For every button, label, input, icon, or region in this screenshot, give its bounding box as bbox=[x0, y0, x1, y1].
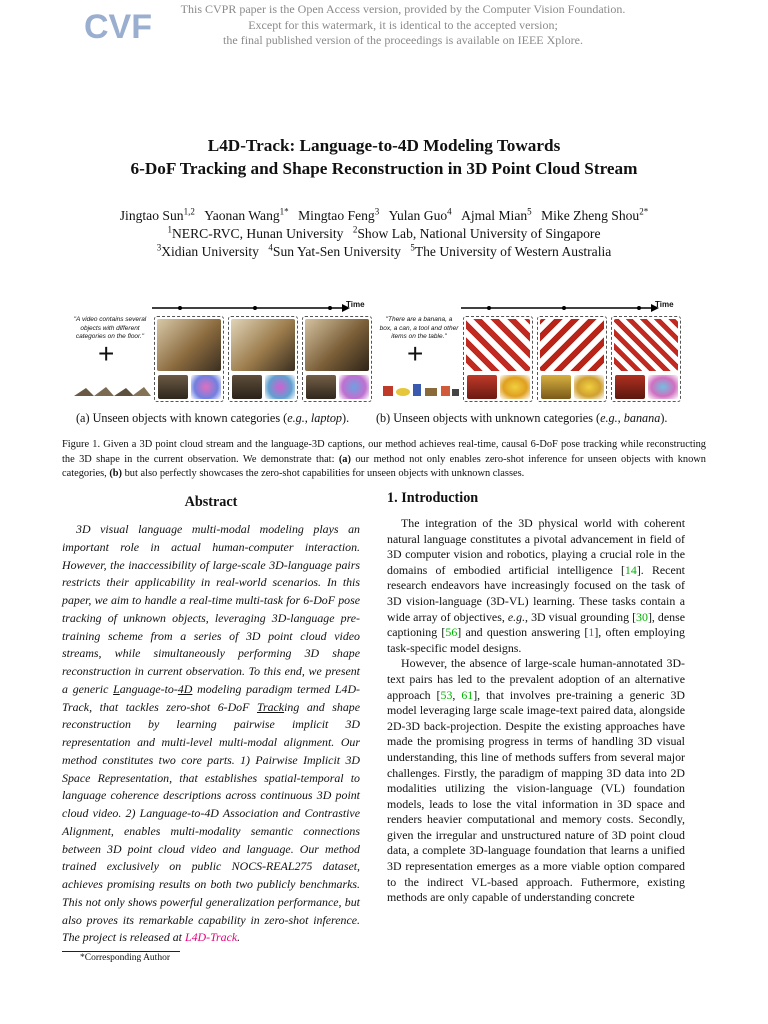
shape-reconstruction-image bbox=[574, 375, 604, 399]
introduction-section bbox=[387, 490, 685, 906]
tracked-object-image bbox=[232, 375, 262, 399]
author: Mingtao Feng$^3$ bbox=[298, 206, 380, 223]
footnote-divider bbox=[62, 951, 180, 952]
abstract-text: 3D visual language multi-modal modeling plays an important role in actual human-computer interaction. However, the inaccessibility of large-scale 3D-language pairs restricts their applicability in real-world scenarios. In this paper, we aim to handle a real-time multi-task for 6-DoF pose tracking of unknown objects, leveraging 3D-language pre-training scheme from a series of 3D point cloud video streams, while simultaneously performing 3D shape reconstruction in current observation. To this end, we present a generic Language-to-4D modeling paradigm termed L4D-Track, that tackles zero-shot 6-DoF Tracking and shape reconstruction by learning pairwise implicit 3D representation and multi-level multi-modal alignment. Our method constitutes two core parts. 1) Pairwise Implicit 3D Space Representation, that establishes spatial-temporal to language coherence descriptions across continuous 3D point cloud video. 2) Language-to-4D Association and Contrastive Alignment, enables multi-modality semantic connections between 3D point cloud video and language. Our method trained exclusively on public NOCS-REAL275 dataset, achieves promising results on both two publicly benchmarks. This not only shows powerful generalization performance, but also proves its remarkable capability in zero-shot inference. The project is released at L4D-Track. bbox=[62, 522, 361, 945]
tracking-frame bbox=[302, 316, 372, 402]
author-block bbox=[40, 207, 728, 261]
tracking-frame bbox=[537, 316, 607, 402]
teaser-figure bbox=[70, 298, 688, 404]
affiliation: $^5$The University of Western Australia bbox=[410, 242, 612, 259]
author: Yaonan Wang$^{1*}$ bbox=[204, 206, 289, 223]
subfigure-caption-a: (a) Unseen objects with known categories (e.g., laptop). bbox=[76, 411, 350, 425]
citation-link[interactable]: 56 bbox=[445, 625, 458, 640]
introduction-paragraph: The integration of the 3D physical world with coherent natural language constitutes a pivotal advancement in field of 3D computer vision and robotics, playing a crucial role in the domains of embodied artificial intelligence [14]. Recent research endeavors have increasingly focused on the task of 3D vision-language (3D-VL) learning. These tasks contain a wide array of objectives, e.g., 3D visual grounding [30], dense captioning [56] and question answering [1], often employing task-specific model designs. bbox=[387, 516, 686, 655]
time-arrow bbox=[459, 302, 659, 314]
introduction-heading: 1. Introduction bbox=[387, 490, 479, 506]
shape-reconstruction-image bbox=[339, 375, 369, 399]
tracked-object-image bbox=[467, 375, 497, 399]
affiliation-line bbox=[40, 243, 728, 261]
citation-link[interactable]: 53 bbox=[440, 687, 453, 702]
author-list bbox=[40, 207, 728, 225]
tracking-frame bbox=[611, 316, 681, 402]
author: Mike Zheng Shou$^{2*}$ bbox=[541, 206, 649, 223]
open-access-watermark bbox=[170, 2, 636, 49]
tracked-object-image bbox=[158, 375, 188, 399]
corresponding-author-footnote: *Corresponding Author bbox=[80, 953, 170, 963]
language-prompt: "A video contains several objects with different categories on the floor." bbox=[73, 316, 147, 340]
scene-image bbox=[305, 319, 369, 371]
watermark-line: This CVPR paper is the Open Access version, provided by the Computer Vision Foundation. bbox=[180, 2, 626, 16]
subfigure-caption-b: (b) Unseen objects with unknown categories (e.g., banana). bbox=[376, 411, 668, 425]
project-link[interactable]: L4D-Track bbox=[184, 930, 238, 945]
shape-reconstruction-image bbox=[648, 375, 678, 399]
svg-text:CVF: CVF bbox=[84, 8, 152, 46]
citation-link[interactable]: 61 bbox=[461, 687, 474, 702]
affiliation: $^3$Xidian University bbox=[156, 242, 259, 259]
figure-panel-b bbox=[379, 298, 682, 404]
tracked-object-image bbox=[615, 375, 645, 399]
tracking-frame bbox=[228, 316, 298, 402]
table-objects-image bbox=[381, 376, 461, 400]
tracking-frame bbox=[154, 316, 224, 402]
scene-image bbox=[157, 319, 221, 371]
introduction-paragraph: However, the absence of large-scale human-annotated 3D-text pairs has led to the prevalent adoption of an alternative approach [53, 61], that involves pre-training a generic 3D model leveraging large scale image-text paired data, alongside 2D-3D back-projection. Despite the existing approaches have made the promising progress in terms of handling 3D visual understanding, this line of methods suffers from several major challenges. Firstly, the paradigm of mapping 3D data into 2D modalities utilizing the vision-language (VL) foundation models, leads to lose the vital information in 3D space and renders heavier computational and memory costs. Secondly, given the irregular and unstructured nature of 3D point cloud data, a complete 3D-language foundation that learns a unified 3D representation emerges as a more viable option compared to the indirect VL-based approach. Futhermore, existing methods are only capable of understanding concrete bbox=[387, 656, 685, 905]
shape-reconstruction-image bbox=[500, 375, 530, 399]
citation-link[interactable]: 1 bbox=[588, 625, 595, 640]
tracked-object-image bbox=[306, 375, 336, 399]
affiliation: $^4$Sun Yat-Sen University bbox=[268, 242, 401, 259]
scene-image bbox=[614, 319, 678, 371]
figure-panel-a bbox=[70, 298, 373, 404]
affiliation-line bbox=[40, 225, 728, 243]
abstract-section bbox=[62, 494, 360, 963]
citation-link[interactable]: 14 bbox=[624, 562, 637, 577]
author: Ajmal Mian$^5$ bbox=[461, 206, 532, 223]
scene-image bbox=[231, 319, 295, 371]
scene-image bbox=[466, 319, 530, 371]
watermark-line: Except for this watermark, it is identical to the accepted version; bbox=[248, 17, 558, 32]
language-prompt: "There are a banana, a box, a can, a tool and other items on the table." bbox=[379, 316, 459, 340]
plus-sign: + bbox=[407, 338, 424, 369]
cvf-logo bbox=[82, 6, 152, 46]
time-label: Time bbox=[346, 300, 365, 309]
tracking-frame bbox=[463, 316, 533, 402]
time-label: Time bbox=[655, 300, 674, 309]
author: Jingtao Sun$^{1,2}$ bbox=[119, 206, 195, 223]
title-line-2: 6-DoF Tracking and Shape Reconstruction in 3D Point Cloud Stream bbox=[130, 159, 638, 178]
citation-link[interactable]: 30 bbox=[636, 609, 648, 624]
author: Yulan Guo$^4$ bbox=[388, 206, 452, 223]
plus-sign: + bbox=[98, 338, 115, 369]
laptop-objects-image bbox=[72, 376, 152, 400]
watermark-line: the final published version of the proceedings is available on IEEE Xplore. bbox=[223, 33, 583, 47]
affiliation: $^2$Show Lab, National University of Singapore bbox=[352, 224, 601, 241]
title-line-1: L4D-Track: Language-to-4D Modeling Towards bbox=[207, 136, 561, 155]
affiliation: $^1$NERC-RVC, Hunan University bbox=[167, 224, 344, 241]
paper-title bbox=[40, 134, 728, 180]
figure-caption: Figure 1. Given a 3D point cloud stream and the language-3D captions, our method achieves real-time, causal 6-DoF pose tracking while reconstructing the 3D shape in the current observation. We demonstrate that: (a) our method not only enables zero-shot inference for unseen objects with known categories, (b) but also perfectly showcases the zero-shot capabilities for unseen objects with unknown classes. bbox=[62, 439, 706, 479]
time-arrow bbox=[150, 302, 350, 314]
abstract-heading: Abstract bbox=[184, 494, 238, 510]
shape-reconstruction-image bbox=[265, 375, 295, 399]
tracked-object-image bbox=[541, 375, 571, 399]
shape-reconstruction-image bbox=[191, 375, 221, 399]
scene-image bbox=[540, 319, 604, 371]
